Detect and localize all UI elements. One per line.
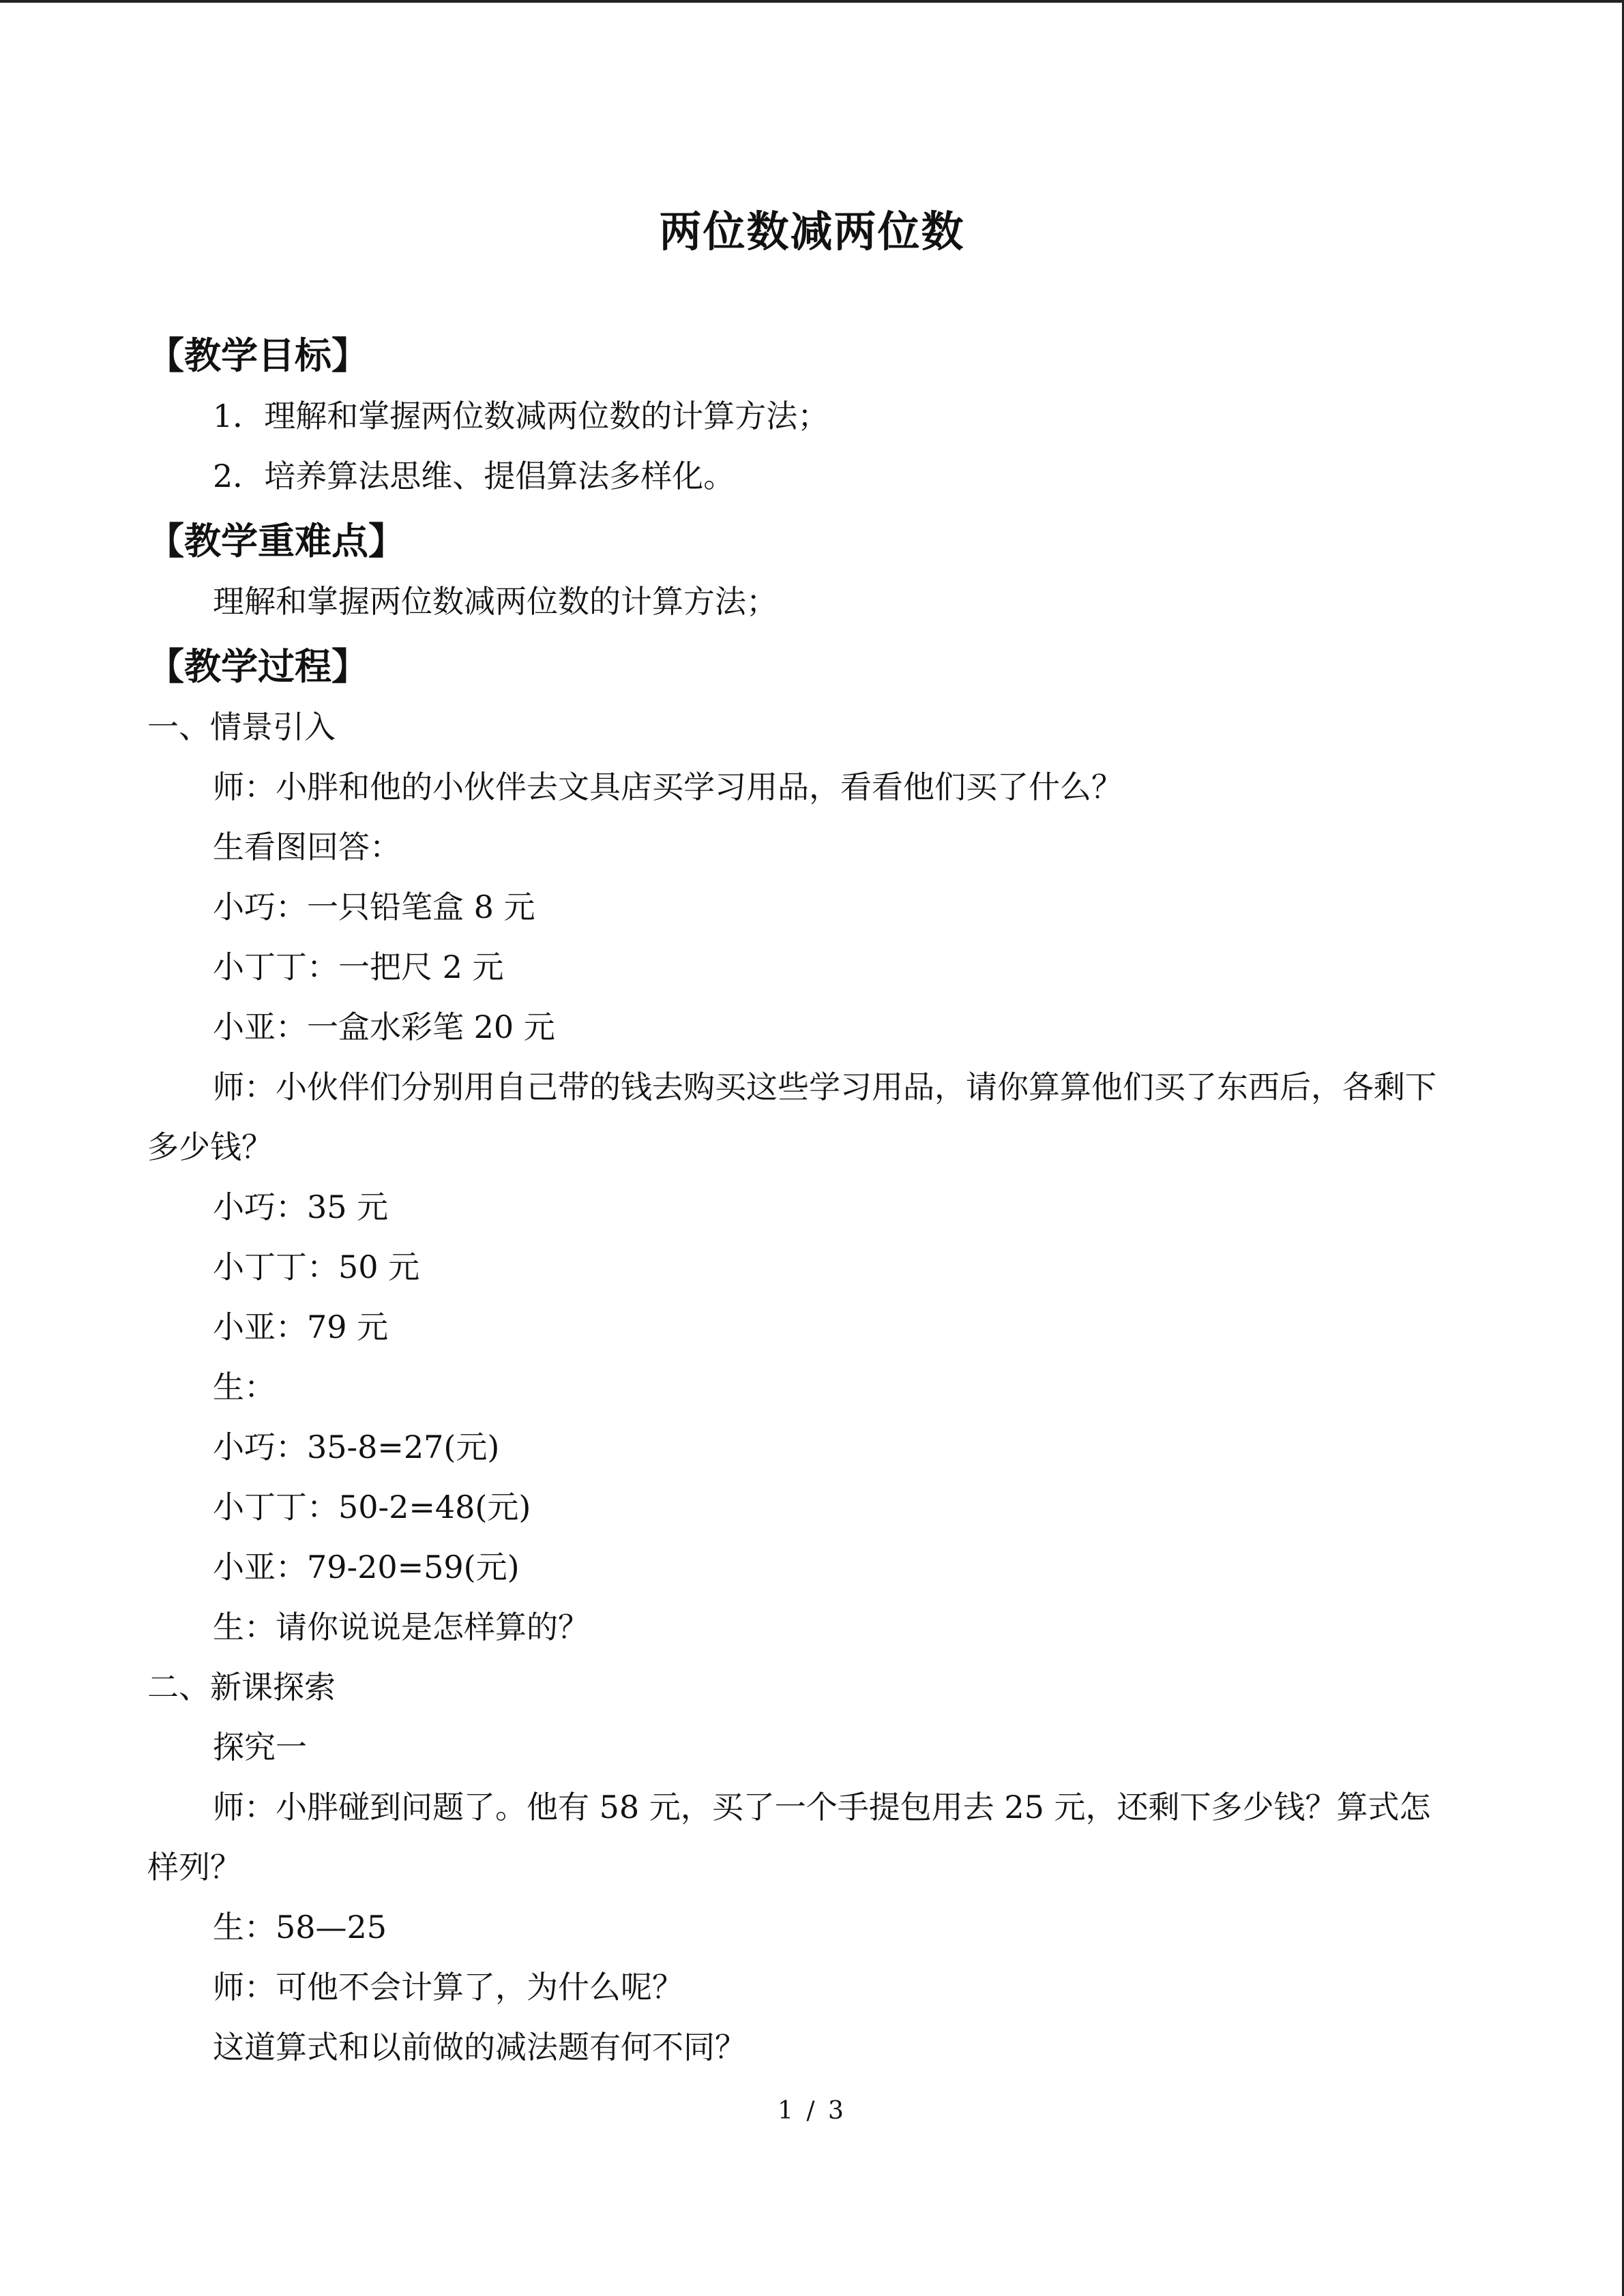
- paragraph-line: 小巧：35-8=27(元): [213, 1429, 500, 1465]
- paragraph-line: 生看图回答：: [213, 829, 401, 865]
- process-heading: 【教学过程】: [147, 645, 368, 688]
- document-body: [147, 320, 1457, 2077]
- objective-item: 1．理解和掌握两位数减两位数的计算方法；: [213, 398, 829, 434]
- exploration-label: 探究一: [213, 1729, 307, 1765]
- key-points-heading: 【教学重难点】: [147, 520, 405, 563]
- paragraph-line: 小亚：79-20=59(元): [213, 1549, 520, 1585]
- paragraph-line: 小亚：一盒水彩笔 20 元: [213, 1009, 555, 1045]
- paragraph-line: 生：58—25: [213, 1909, 387, 1945]
- paragraph-line: 小丁丁：50-2=48(元): [213, 1489, 531, 1525]
- objective-item: 2．培养算法思维、提倡算法多样化。: [213, 458, 735, 494]
- paragraph-line: 生：请你说说是怎样算的？: [213, 1609, 589, 1645]
- part2-title: 二、新课探索: [147, 1669, 336, 1705]
- paragraph-line: 小亚：79 元: [213, 1309, 389, 1345]
- page-number: 1 / 3: [778, 2097, 846, 2125]
- paragraph-line: 这道算式和以前做的减法题有何不同？: [213, 2029, 746, 2066]
- problem-paragraph: 师：小胖碰到问题了。他有 58 元，买了一个手提包用去 25 元，还剩下多少钱？算式怎样列？: [147, 1789, 1431, 1885]
- objectives-heading: 【教学目标】: [147, 334, 368, 377]
- paragraph-line: 小丁丁：50 元: [213, 1249, 420, 1285]
- paragraph-line: 小巧：一只铅笔盒 8 元: [213, 889, 535, 925]
- paragraph-line: 小巧：35 元: [213, 1189, 389, 1225]
- paragraph-line: 师：小胖和他的小伙伴去文具店买学习用品，看看他们买了什么？: [213, 769, 1123, 805]
- paragraph-line: 生：: [213, 1369, 276, 1405]
- document-title: 两位数减两位数: [659, 207, 965, 256]
- question-paragraph: 师：小伙伴们分别用自己带的钱去购买这些学习用品，请你算算他们买了东西后，各剩下多少钱？: [147, 1069, 1436, 1165]
- paragraph-line: 师：可他不会计算了，为什么呢？: [213, 1969, 683, 2006]
- top-border: [0, 0, 1624, 3]
- part1-title: 一、情景引入: [147, 709, 336, 745]
- paragraph-line: 小丁丁：一把尺 2 元: [213, 949, 504, 985]
- key-points-text: 理解和掌握两位数减两位数的计算方法；: [213, 583, 778, 620]
